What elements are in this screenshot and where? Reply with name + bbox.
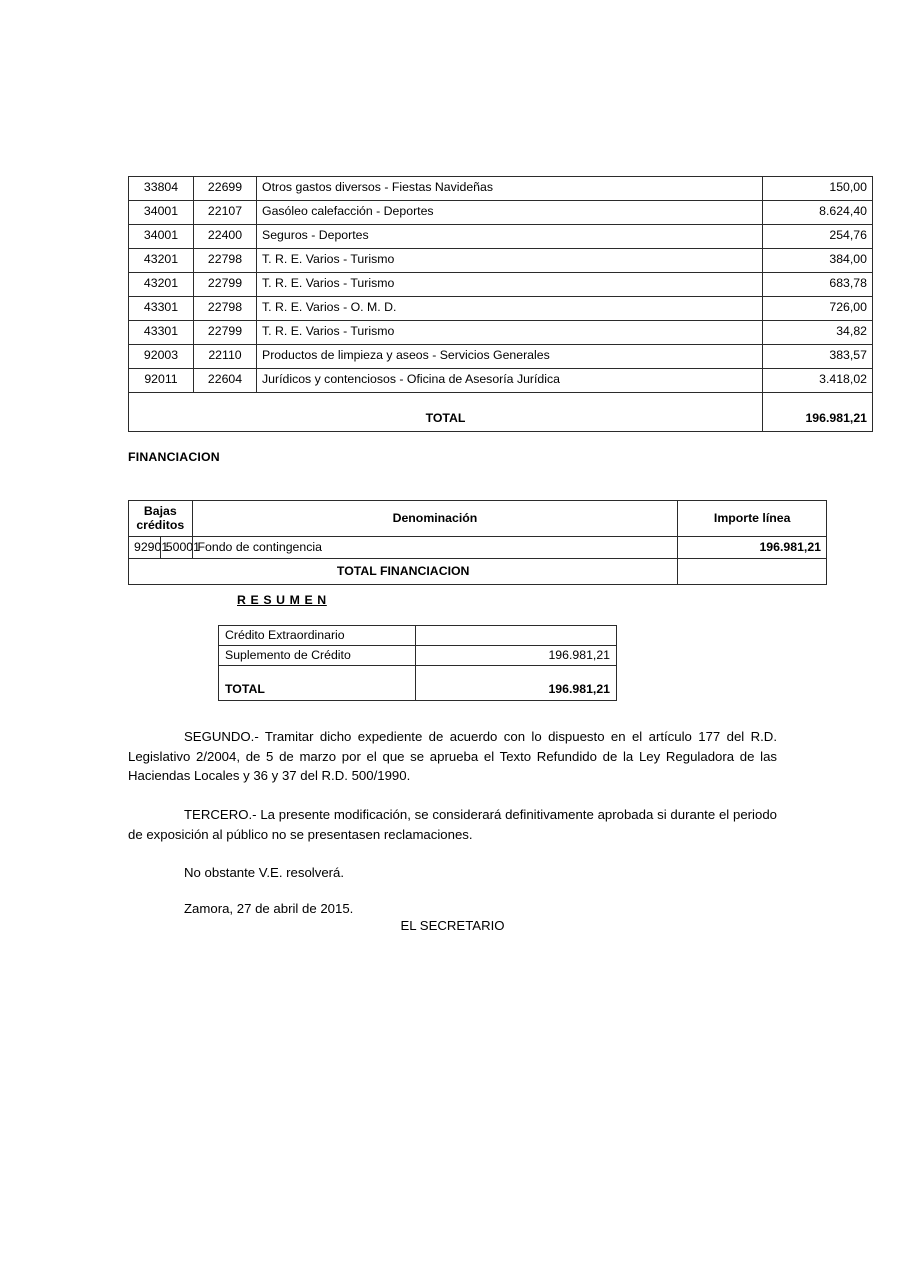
row-amount: 384,00: [763, 249, 873, 273]
financiacion-table: [128, 500, 827, 585]
row-application-code: 43201: [129, 273, 194, 297]
table-row: [129, 225, 873, 249]
resumen-total-row: [219, 666, 617, 701]
financiacion-total-amount: [678, 559, 827, 585]
row-economic-code: 22110: [194, 345, 257, 369]
resumen-label: Crédito Extraordinario: [219, 626, 416, 646]
row-application-code: 34001: [129, 201, 194, 225]
signature-title: EL SECRETARIO: [400, 918, 505, 933]
row-description: Gasóleo calefacción - Deportes: [257, 201, 763, 225]
row-amount: 8.624,40: [763, 201, 873, 225]
table-row: [129, 201, 873, 225]
row-economic-code: 22400: [194, 225, 257, 249]
table-row: [129, 537, 827, 559]
resumen-total-label: TOTAL: [219, 666, 416, 701]
paragraph-tercero: TERCERO.- La presente modificación, se considerará definitivamente aprobada si durante el periodo de exposición al público no se presentasen reclamaciones.: [128, 807, 777, 842]
table-row: [129, 369, 873, 393]
row-economic-code: 22799: [194, 321, 257, 345]
table-row: [129, 321, 873, 345]
resumen-label: Suplemento de Crédito: [219, 646, 416, 666]
row-amount: 196.981,21: [678, 537, 827, 559]
table-row: [129, 249, 873, 273]
row-description: Fondo de contingencia: [192, 537, 678, 559]
row-amount: 150,00: [763, 177, 873, 201]
row-application-code: 92003: [129, 345, 194, 369]
financiacion-table-body: [129, 501, 827, 585]
gastos-table-body: [129, 177, 873, 432]
gastos-total-amount: 196.981,21: [763, 393, 873, 432]
row-application-code: 43201: [129, 249, 194, 273]
resumen-amount: 196.981,21: [416, 646, 617, 666]
row-description: Jurídicos y contenciosos - Oficina de Asesoría Jurídica: [257, 369, 763, 393]
row-description: T. R. E. Varios - Turismo: [257, 321, 763, 345]
row-description: T. R. E. Varios - Turismo: [257, 249, 763, 273]
header-denominacion: Denominación: [192, 501, 678, 537]
financiacion-heading: FINANCIACION: [128, 450, 220, 464]
header-importe-linea: Importe línea: [678, 501, 827, 537]
financiacion-total-label: TOTAL FINANCIACION: [129, 559, 678, 585]
resumen-total-amount: 196.981,21: [416, 666, 617, 701]
gastos-total-row: [129, 393, 873, 432]
row-application-code: 43301: [129, 297, 194, 321]
row-application-code: 43301: [129, 321, 194, 345]
row-application-code: 33804: [129, 177, 194, 201]
resumen-heading: R E S U M E N: [237, 593, 327, 607]
row-economic-code: 22107: [194, 201, 257, 225]
table-row: [219, 646, 617, 666]
row-amount: 34,82: [763, 321, 873, 345]
row-economic-code: 22798: [194, 249, 257, 273]
row-amount: 3.418,02: [763, 369, 873, 393]
row-economic-code: 22798: [194, 297, 257, 321]
resumen-amount: [416, 626, 617, 646]
row-description: Productos de limpieza y aseos - Servicios Generales: [257, 345, 763, 369]
row-economic-code: 22604: [194, 369, 257, 393]
resumen-table: [218, 625, 617, 701]
row-application-code: 92011: [129, 369, 194, 393]
row-amount: 254,76: [763, 225, 873, 249]
row-economic-code: 22699: [194, 177, 257, 201]
paragraph-no-obstante: No obstante V.E. resolverá.: [184, 865, 345, 880]
row-description: T. R. E. Varios - O. M. D.: [257, 297, 763, 321]
header-bajas-creditos: Bajas créditos: [129, 501, 193, 537]
row-baja-code-b: 50001: [160, 537, 192, 559]
row-economic-code: 22799: [194, 273, 257, 297]
gastos-total-label: TOTAL: [129, 393, 763, 432]
row-description: Otros gastos diversos - Fiestas Navideñas: [257, 177, 763, 201]
row-description: T. R. E. Varios - Turismo: [257, 273, 763, 297]
paragraph-lugar-fecha: Zamora, 27 de abril de 2015.: [184, 901, 354, 916]
paragraph-segundo: SEGUNDO.- Tramitar dicho expediente de acuerdo con lo dispuesto en el artículo 177 del R.D. Legislativo 2/2004, de 5 de marzo por el que se aprueba el Texto Refundido de la Ley Reguladora de las Haciendas Locales y 36 y 37 del R.D. 500/1990.: [128, 729, 777, 784]
row-amount: 383,57: [763, 345, 873, 369]
financiacion-header-row: [129, 501, 827, 537]
table-row: [129, 273, 873, 297]
table-row: [129, 345, 873, 369]
row-description: Seguros - Deportes: [257, 225, 763, 249]
gastos-table: [128, 176, 873, 432]
table-row: [129, 297, 873, 321]
row-baja-code-a: 92901: [129, 537, 161, 559]
financiacion-total-row: [129, 559, 827, 585]
row-application-code: 34001: [129, 225, 194, 249]
table-row: [129, 177, 873, 201]
row-amount: 726,00: [763, 297, 873, 321]
row-amount: 683,78: [763, 273, 873, 297]
table-row: [219, 626, 617, 646]
resumen-table-body: [219, 626, 617, 701]
